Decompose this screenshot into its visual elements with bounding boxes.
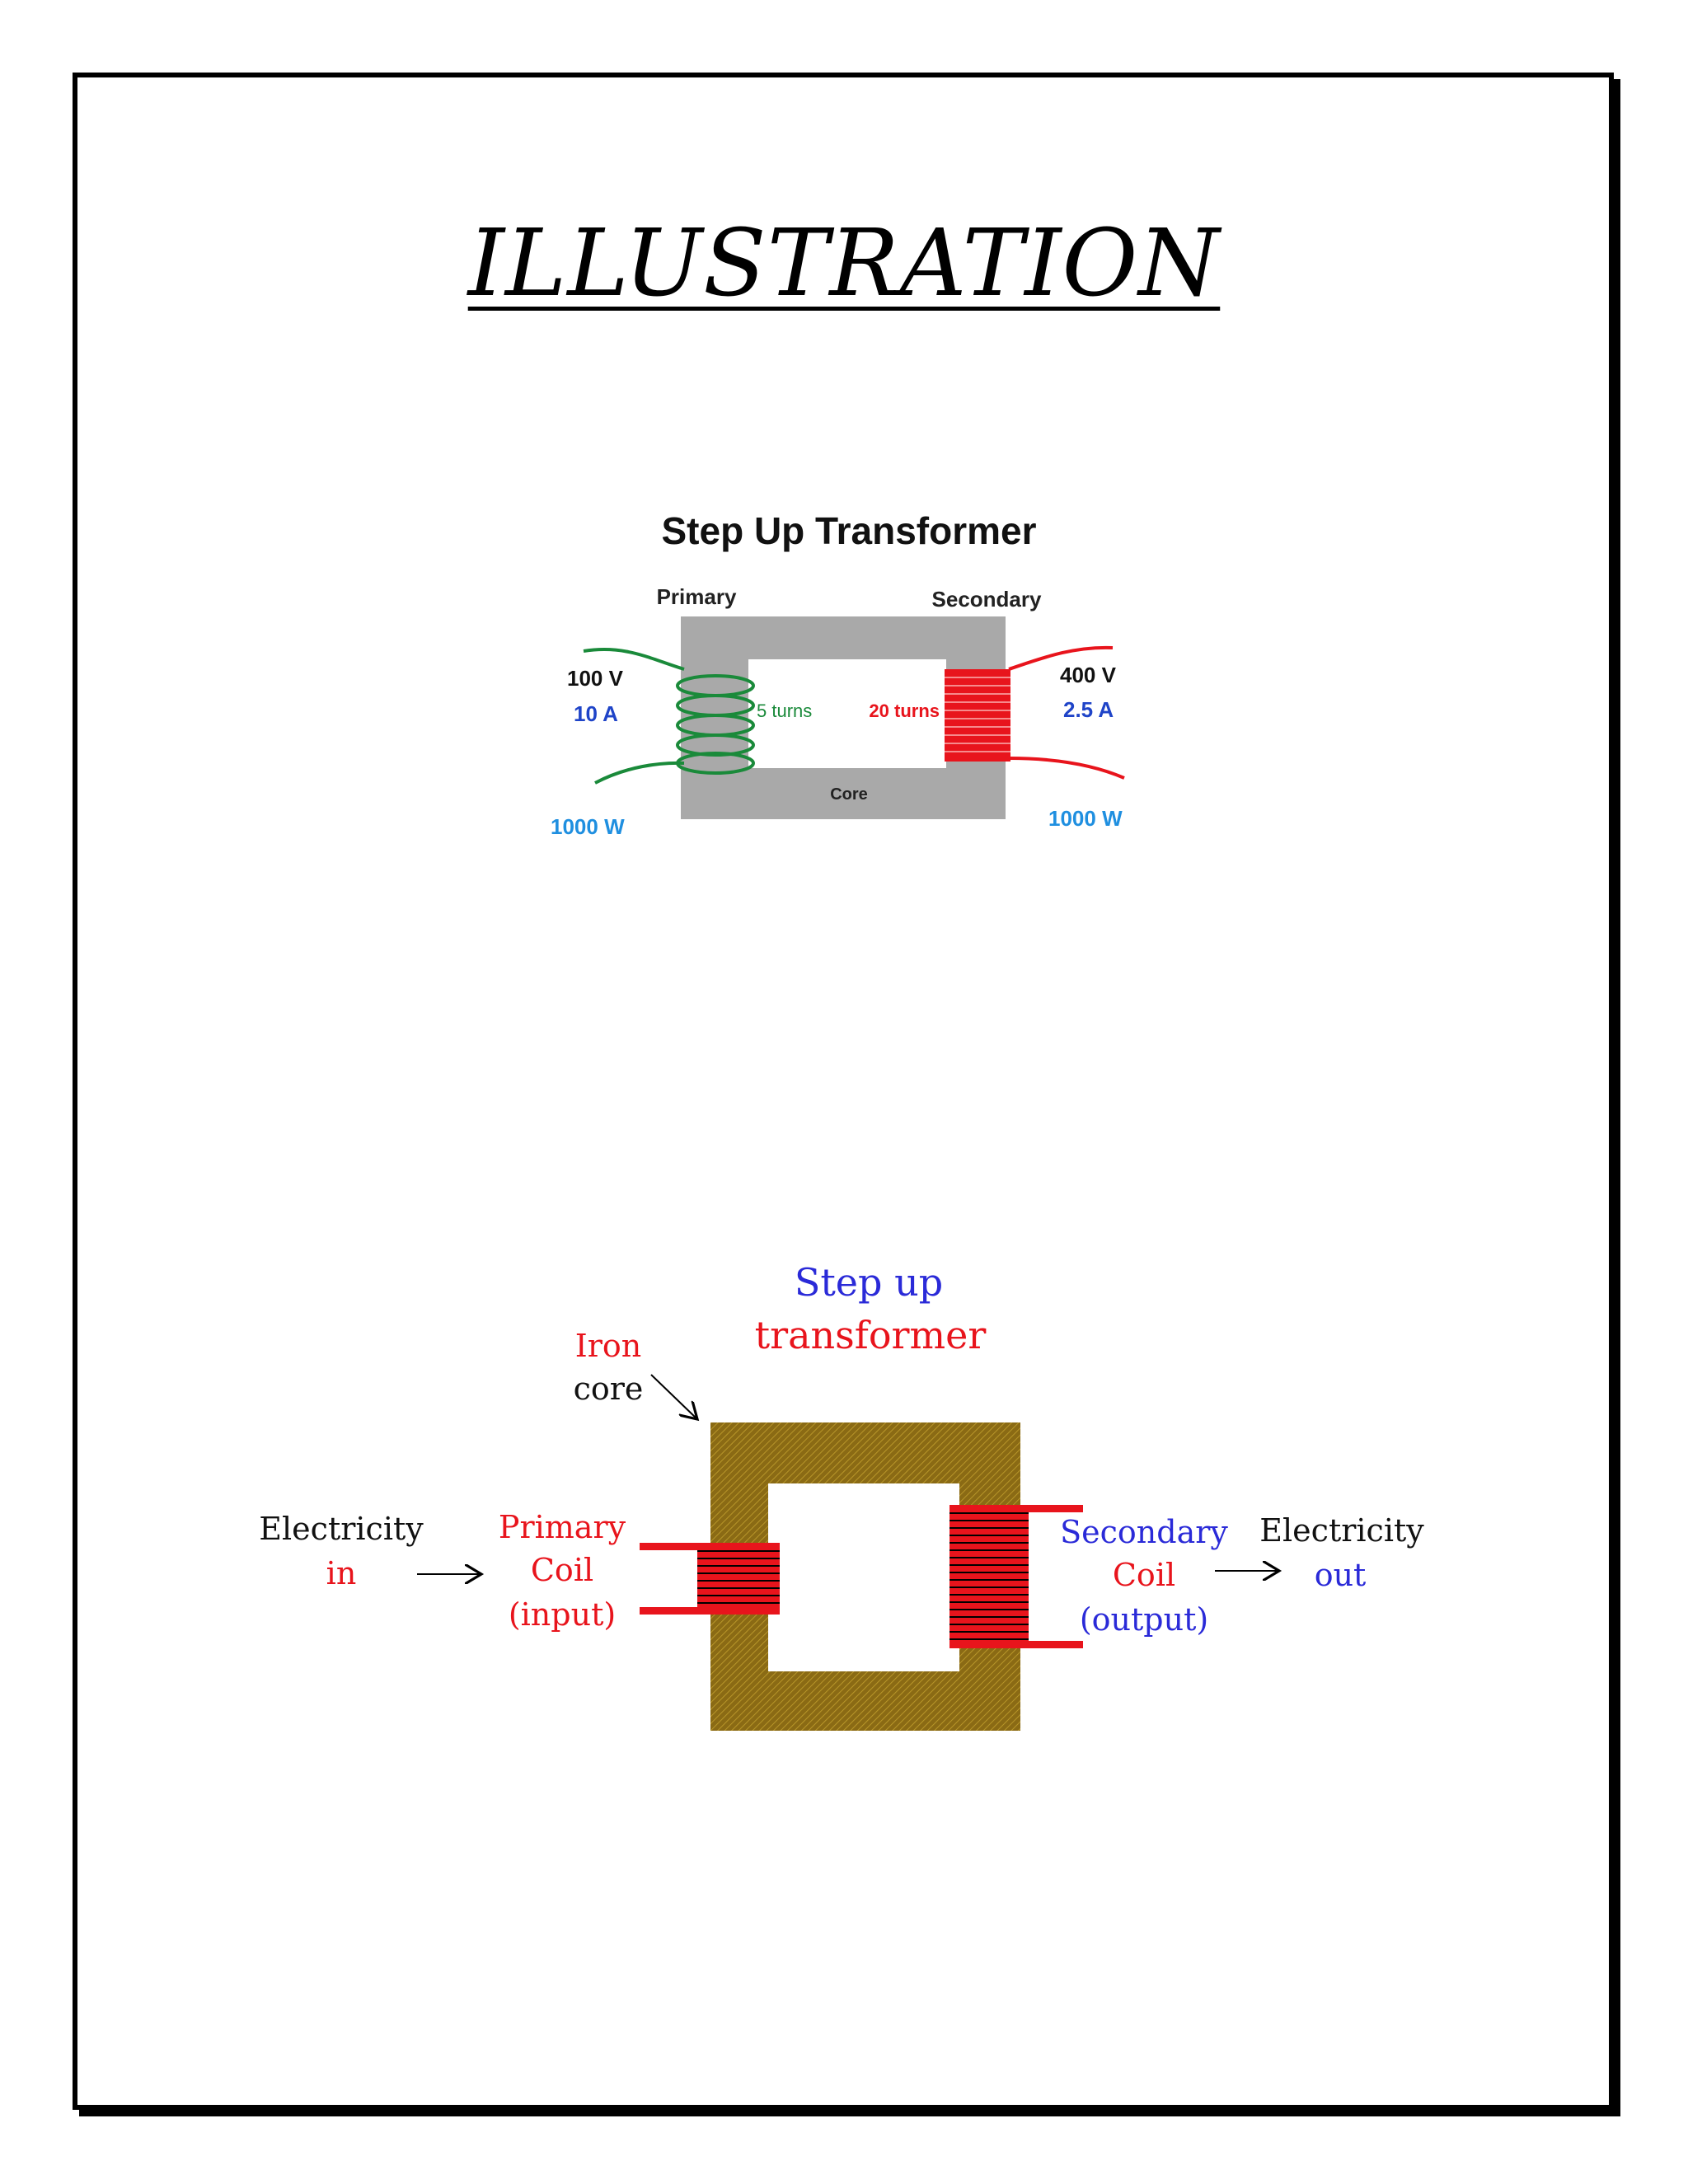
primary-coil-2 (640, 1543, 780, 1615)
secondary-coil (945, 669, 1010, 762)
diagram1-secondary-label: Secondary (931, 587, 1042, 612)
secondary-voltage: 400 V (1060, 663, 1116, 687)
secondary-power: 1000 W (1048, 806, 1123, 831)
secondary-lead-bottom (1009, 758, 1124, 778)
primary-turns: 5 turns (757, 701, 813, 721)
diagram1-primary-label: Primary (656, 584, 737, 609)
primary-lead-bottom (595, 763, 684, 783)
primary-coil-line2: Coil (530, 1552, 594, 1588)
electricity-out-line1: Electricity (1259, 1512, 1424, 1549)
electricity-in-line1: Electricity (259, 1511, 424, 1547)
diagram2-title-line2: transformer (754, 1313, 987, 1357)
primary-voltage: 100 V (567, 666, 623, 691)
iron-label: Iron (574, 1328, 642, 1364)
secondary-coil-line1: Secondary (1060, 1514, 1228, 1550)
primary-power: 1000 W (551, 814, 625, 839)
primary-current: 10 A (574, 701, 618, 726)
secondary-current: 2.5 A (1063, 697, 1114, 722)
page-title: ILLUSTRATION (467, 210, 1221, 317)
step-up-transformer-diagram-2 (259, 1260, 1424, 1731)
secondary-turns: 20 turns (869, 701, 940, 721)
core-label: core (573, 1371, 644, 1407)
diagram2-title-line1: Step up (794, 1260, 944, 1305)
secondary-coil-line3: (output) (1079, 1601, 1209, 1638)
electricity-in-line2: in (326, 1555, 357, 1591)
diagram1-core-label: Core (830, 785, 868, 804)
primary-coil-line1: Primary (498, 1509, 626, 1545)
electricity-out-line2: out (1314, 1557, 1367, 1593)
core-pointer-arrow (651, 1375, 697, 1419)
step-up-transformer-diagram-1 (551, 509, 1124, 839)
diagram1-title: Step Up Transformer (661, 509, 1037, 552)
secondary-coil-line2: Coil (1112, 1557, 1176, 1593)
primary-coil-line3: (input) (508, 1596, 617, 1633)
